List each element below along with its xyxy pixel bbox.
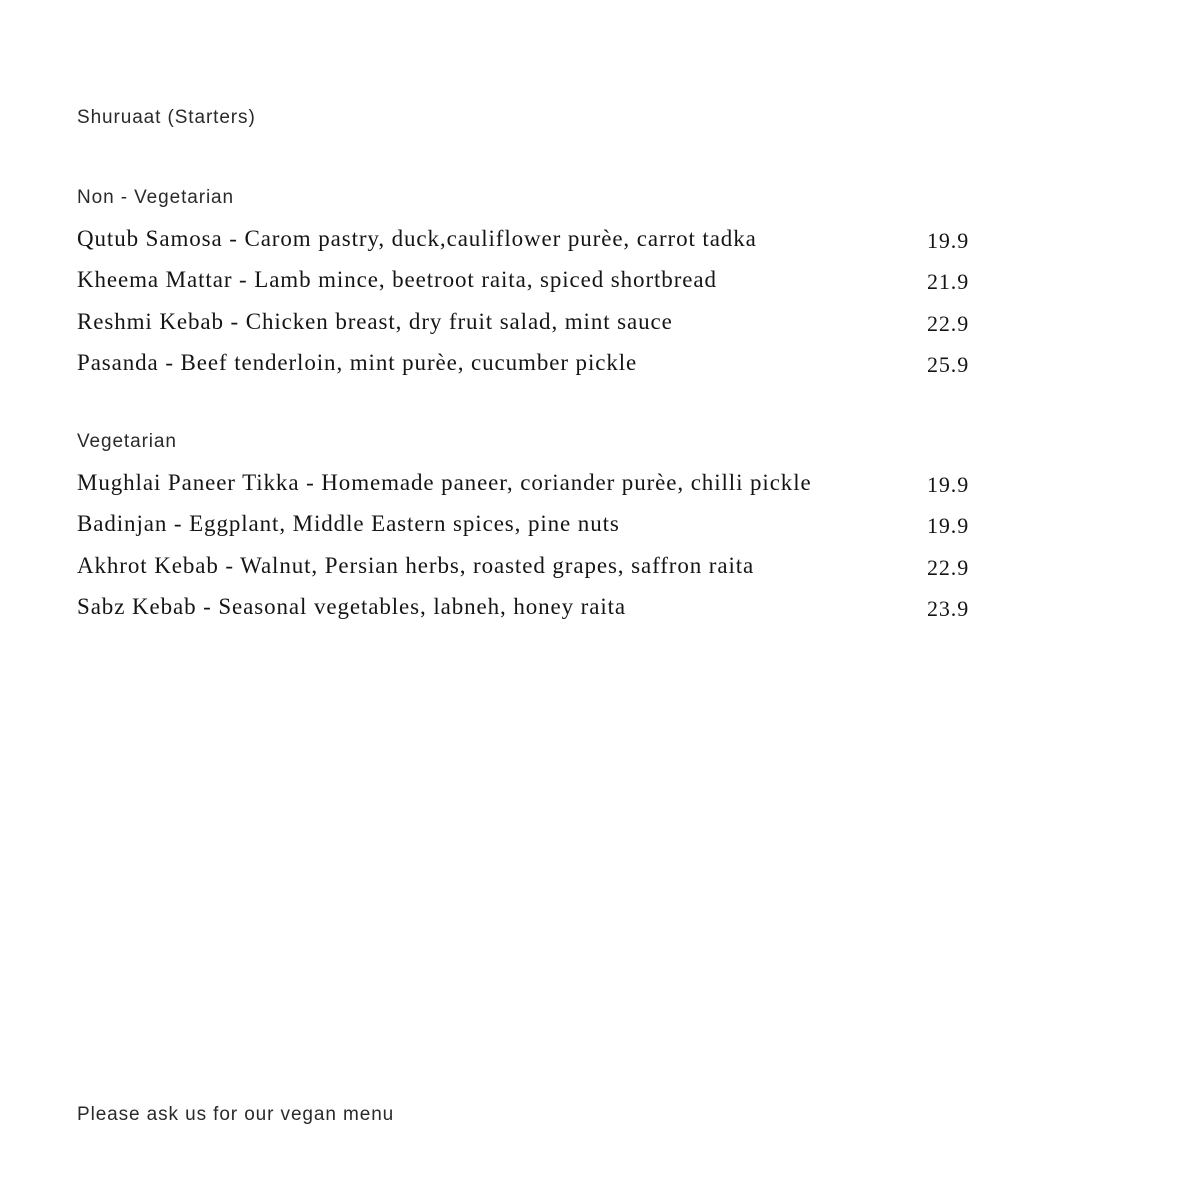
menu-item-price: 25.9 <box>927 351 970 377</box>
menu-item <box>77 468 970 509</box>
menu-item-text: Reshmi Kebab - Chicken breast, dry fruit salad, mint sauce <box>77 308 673 334</box>
menu-item-price: 19.9 <box>927 228 970 253</box>
menu-item <box>77 592 970 633</box>
menu-item-text: Akhrot Kebab - Walnut, Persian herbs, roasted grapes, saffron raita <box>77 552 755 578</box>
non-vegetarian-list <box>77 224 970 389</box>
menu-item-price: 23.9 <box>927 595 970 621</box>
menu-item <box>77 224 970 265</box>
menu-item <box>77 307 970 348</box>
menu-item-text: Badinjan - Eggplant, Middle Eastern spices, pine nuts <box>77 511 620 537</box>
menu-item-text: Qutub Samosa - Carom pastry, duck,cauliflower purèe, carrot tadka <box>77 226 757 251</box>
menu-item-price: 22.9 <box>927 554 970 580</box>
menu-item <box>77 551 970 592</box>
menu-item-text: Mughlai Paneer Tikka - Homemade paneer, coriander purèe, chilli pickle <box>77 470 812 495</box>
menu-item-price: 19.9 <box>927 513 970 539</box>
menu-item-text: Kheema Mattar - Lamb mince, beetroot raita, spiced shortbread <box>77 267 717 293</box>
menu-item-price: 19.9 <box>927 472 970 497</box>
menu-item-price: 21.9 <box>927 269 970 295</box>
section-title: Shuruaat (Starters) <box>77 107 256 128</box>
group-title-non-vegetarian: Non - Vegetarian <box>77 187 234 208</box>
menu-item-text: Pasanda - Beef tenderloin, mint purèe, cucumber pickle <box>77 349 638 375</box>
menu-item <box>77 348 970 389</box>
menu-item <box>77 509 970 550</box>
vegan-menu-note: Please ask us for our vegan menu <box>77 1104 395 1125</box>
menu-item-price: 22.9 <box>927 310 970 336</box>
menu-item <box>77 265 970 306</box>
vegetarian-list <box>77 468 970 633</box>
group-title-vegetarian: Vegetarian <box>77 431 177 452</box>
menu-item-text: Sabz Kebab - Seasonal vegetables, labneh, honey raita <box>77 593 627 619</box>
